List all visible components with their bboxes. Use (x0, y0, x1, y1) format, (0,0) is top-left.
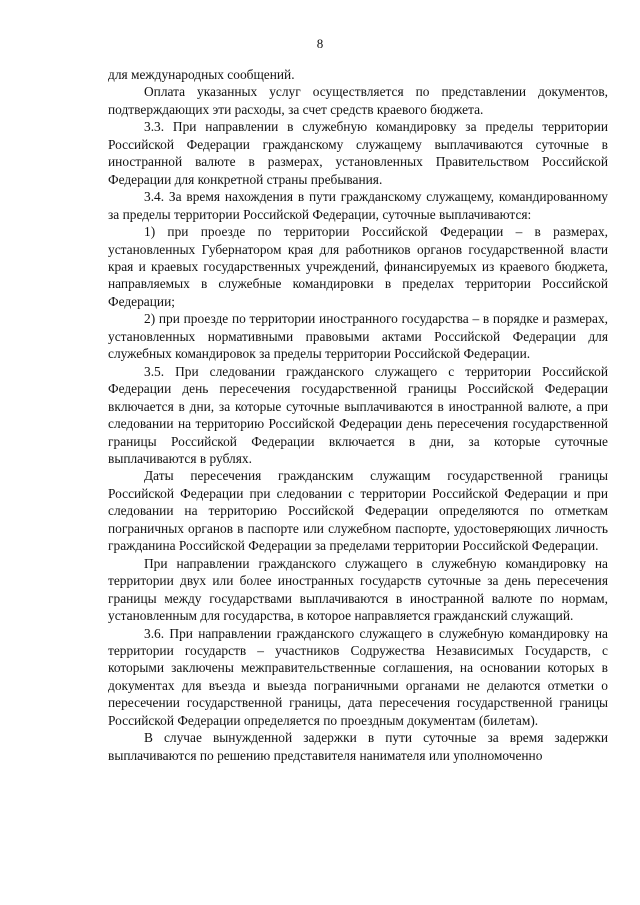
document-body (108, 66, 608, 764)
paragraph-3-5: 3.5. При следовании гражданского служащего с территории Российской Федерации день пересечения государственной границы Российской Федерации включается в дни, за которые суточные выплачиваются в иностранной валюте, а при следовании на территорию Российской Федерации день пересечения государственной границы Российской Федерации включается в дни, за которые суточные выплачиваются в рублях. (108, 363, 608, 466)
paragraph-3-4: 3.4. За время нахождения в пути гражданскому служащему, командированному за пределы территории Российской Федерации, суточные выплачиваются: (108, 189, 608, 222)
paragraph-3-3: 3.3. При направлении в служебную командировку за пределы территории Российской Федерации гражданскому служащему выплачиваются суточные в иностранной валюте в размерах, установленных Правительством Российской Федерации для конкретной страны пребывания. (108, 119, 608, 187)
paragraph-forced-delay: В случае вынужденной задержки в пути суточные за время задержки выплачиваются по решению представителя нанимателя или уполномоченно (108, 730, 608, 763)
paragraph-border-dates: Даты пересечения гражданским служащим государственной границы Российской Федерации при следовании с территории Российской Федерации и при следовании на территорию Российской Федерации определяются по отметкам пограничных органов в паспорте или служебном паспорте, удостоверяющих личность гражданина Российской Федерации за пределами территории Российской Федерации. (108, 468, 608, 554)
paragraph-payment-services: Оплата указанных услуг осуществляется по представлении документов, подтверждающих эти расходы, за счет средств краевого бюджета. (108, 84, 608, 117)
page-number: 8 (316, 36, 324, 51)
paragraph-3-6: 3.6. При направлении гражданского служащего в служебную командировку на территории государств – участников Содружества Независимых Государств, с которыми заключены межправительственные соглашения, на основании которых в документах для въезда и выезда пограничными органами не делаются отметки о пересечении государственной границы, дата пересечения государственной границы Российской Федерации определяется по проездным документам (билетам). (108, 625, 608, 728)
paragraph-multiple-states: При направлении гражданского служащего в служебную командировку на территории двух или более иностранных государств суточные за день пересечения границы между государствами выплачиваются в иностранной валюте по нормам, установленным для государства, в которое направляется гражданский служащий. (108, 555, 608, 624)
paragraph-3-4-item-1: 1) при проезде по территории Российской Федерации – в размерах, установленных Губернатором края для работников органов государственной власти края и краевых государственных учреждений, финансируемых из краевого бюджета, направляемых в служебные командировки в пределах территории Российской Федерации; (108, 224, 608, 309)
paragraph-continuation: для международных сообщений. (108, 67, 295, 82)
paragraph-3-4-item-2: 2) при проезде по территории иностранного государства – в порядке и размерах, установленных нормативными правовыми актами Российской Федерации для служебных командировок за пределы территории Российской Федерации. (108, 311, 608, 362)
